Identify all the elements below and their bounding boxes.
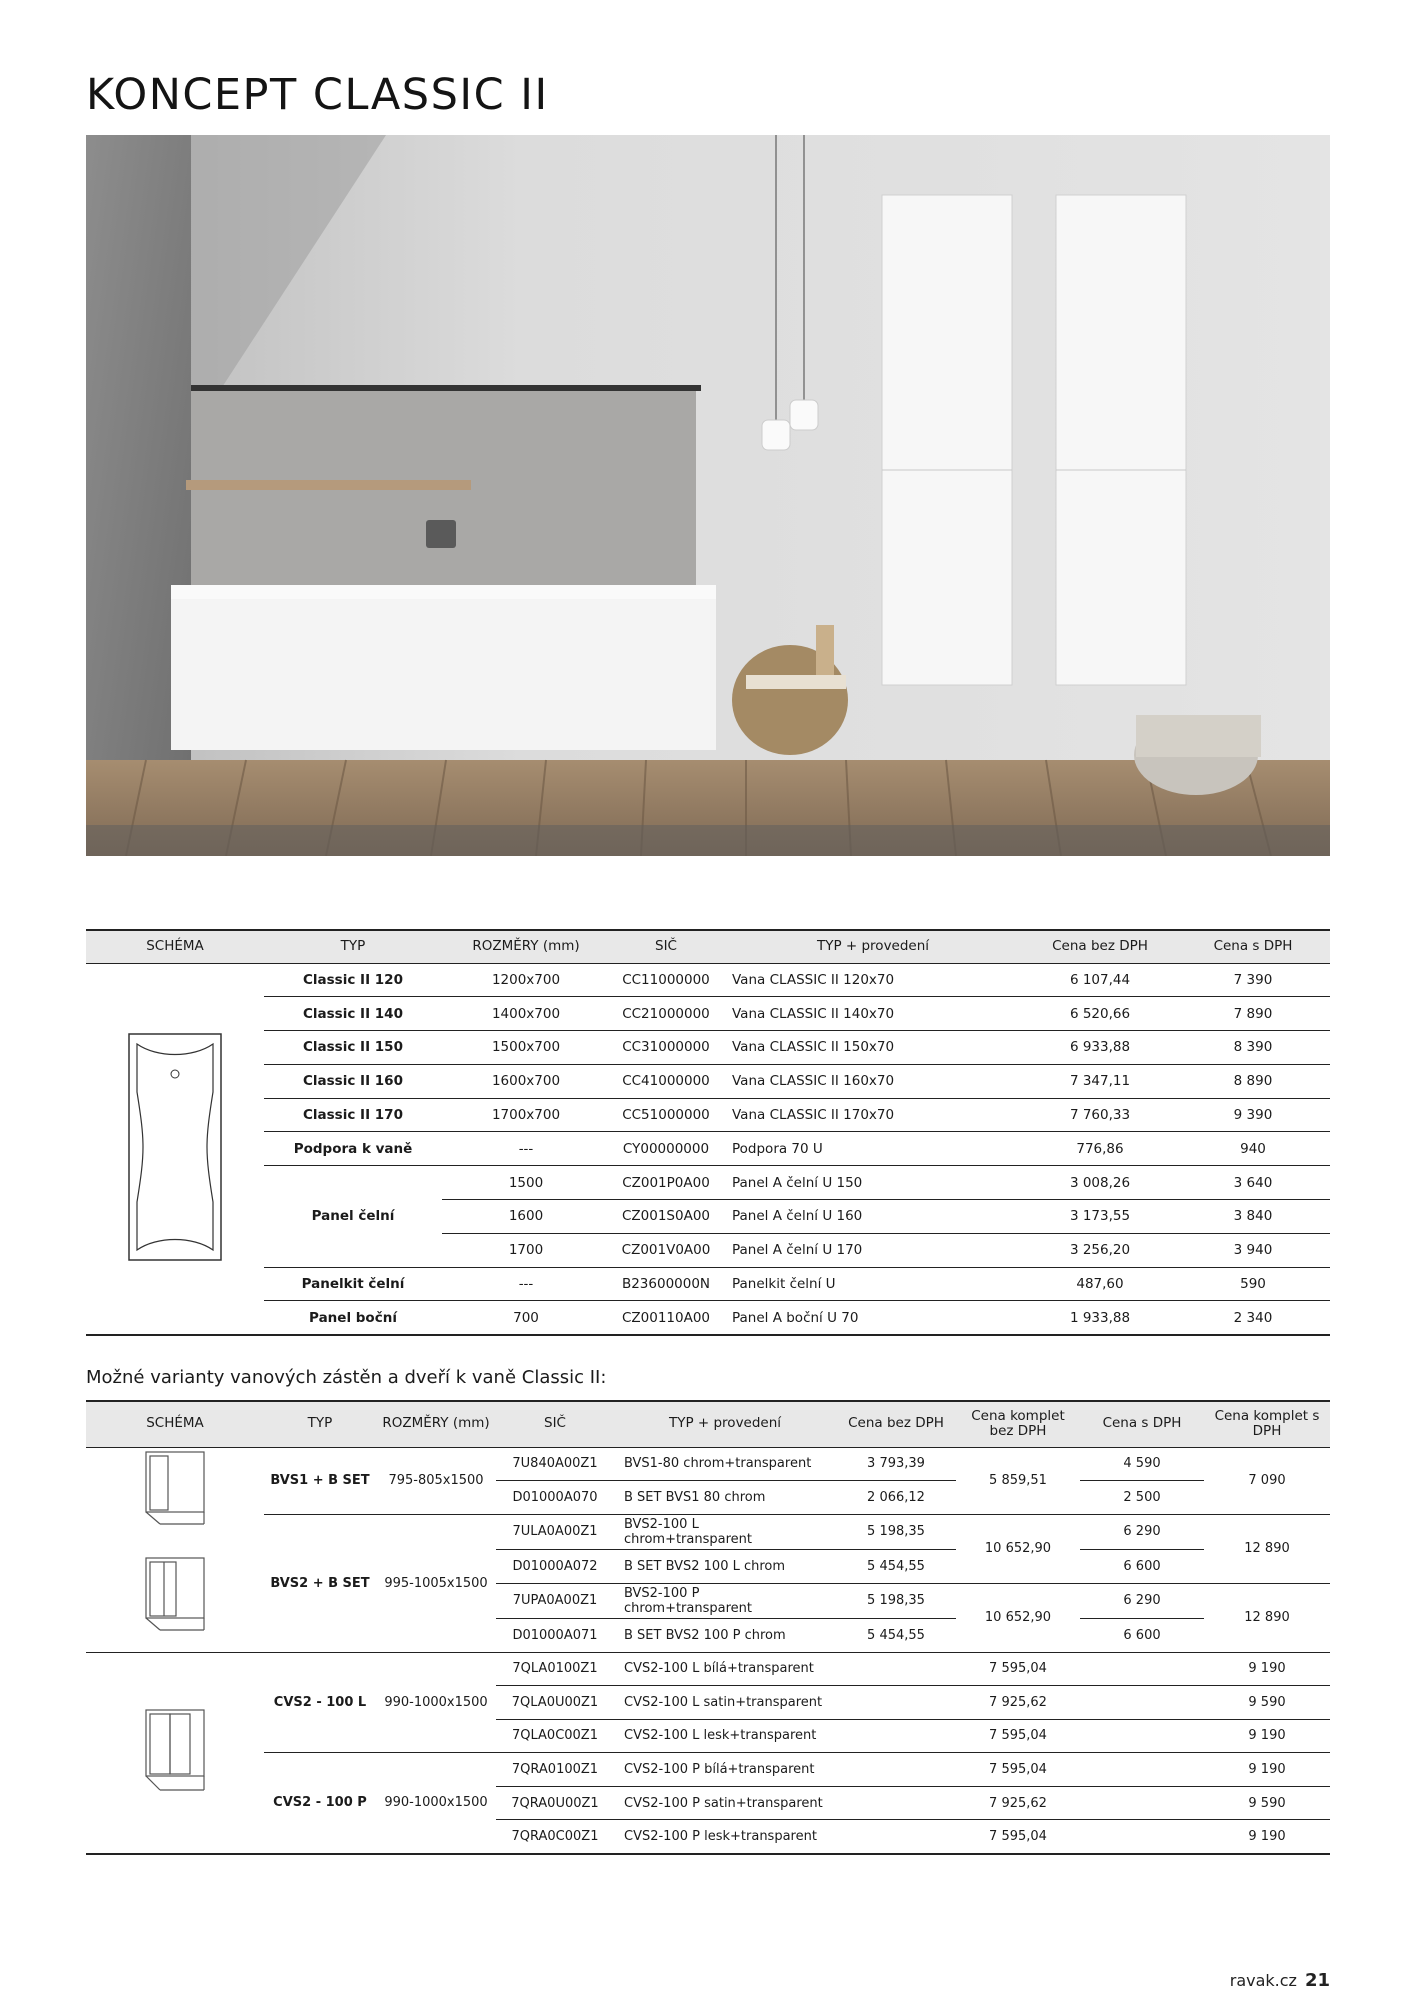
provedeni-cell: B SET BVS2 100 P chrom <box>614 1618 836 1652</box>
col-header-provedeni: TYP + provedení <box>614 1401 836 1447</box>
cena-bez-cell: 6 520,66 <box>1024 997 1176 1031</box>
provedeni-cell: CVS2-100 L bílá+transparent <box>614 1652 836 1686</box>
komplet-s-cell: 9 190 <box>1204 1753 1330 1787</box>
rozmery-cell: 990-1000x1500 <box>376 1753 496 1854</box>
table-row <box>86 1514 1330 1549</box>
cena-bez-cell: 5 454,55 <box>836 1550 956 1584</box>
sic-cell: 7QLA0U00Z1 <box>496 1686 614 1720</box>
rozmery-cell: --- <box>442 1132 610 1166</box>
cena-s-cell: 3 840 <box>1176 1200 1330 1234</box>
komplet-bez-cell: 7 925,62 <box>956 1786 1080 1820</box>
page-number: 21 <box>1304 1970 1330 1991</box>
komplet-bez-cell: 10 652,90 <box>956 1514 1080 1583</box>
cena-s-cell: 4 590 <box>1080 1447 1204 1481</box>
cena-bez-cell <box>836 1786 956 1820</box>
col-header-typ: TYP <box>264 1401 376 1447</box>
typ-cell: Panel boční <box>264 1301 442 1335</box>
cena-s-cell: 940 <box>1176 1132 1330 1166</box>
provedeni-cell: Vana CLASSIC II 120x70 <box>722 963 1024 997</box>
bathroom-scene-illustration <box>86 135 1330 856</box>
cena-s-cell <box>1080 1652 1204 1686</box>
provedeni-cell: BVS1-80 chrom+transparent <box>614 1447 836 1481</box>
cena-bez-cell: 6 107,44 <box>1024 963 1176 997</box>
rozmery-cell: 1700 <box>442 1233 610 1267</box>
table-row <box>86 1267 1330 1301</box>
provedeni-cell: Vana CLASSIC II 170x70 <box>722 1098 1024 1132</box>
cena-bez-cell: 2 066,12 <box>836 1481 956 1515</box>
provedeni-cell: Panel A čelní U 150 <box>722 1166 1024 1200</box>
provedeni-cell: Vana CLASSIC II 150x70 <box>722 1031 1024 1065</box>
cena-bez-cell: 3 173,55 <box>1024 1200 1176 1234</box>
sic-cell: 7UPA0A00Z1 <box>496 1583 614 1618</box>
cena-s-cell: 2 500 <box>1080 1481 1204 1515</box>
cena-bez-cell: 776,86 <box>1024 1132 1176 1166</box>
sic-cell: 7ULA0A00Z1 <box>496 1514 614 1549</box>
col-header-cena-s: Cena s DPH <box>1080 1401 1204 1447</box>
col-header-komplet-s: Cena komplet s DPH <box>1204 1401 1330 1447</box>
cena-bez-cell: 7 347,11 <box>1024 1064 1176 1098</box>
sic-cell: CZ00110A00 <box>610 1301 722 1335</box>
cena-bez-cell <box>836 1753 956 1787</box>
komplet-bez-cell: 5 859,51 <box>956 1447 1080 1514</box>
col-header-sic: SIČ <box>610 930 722 963</box>
cena-bez-cell: 7 760,33 <box>1024 1098 1176 1132</box>
cena-bez-cell: 5 198,35 <box>836 1583 956 1618</box>
cena-s-cell <box>1080 1719 1204 1753</box>
komplet-s-cell: 7 090 <box>1204 1447 1330 1514</box>
cena-s-cell: 6 600 <box>1080 1550 1204 1584</box>
rozmery-cell: 795-805x1500 <box>376 1447 496 1514</box>
komplet-bez-cell: 7 595,04 <box>956 1719 1080 1753</box>
col-header-sic: SIČ <box>496 1401 614 1447</box>
sic-cell: D01000A072 <box>496 1550 614 1584</box>
sic-cell: 7QLA0C00Z1 <box>496 1719 614 1753</box>
cena-s-cell: 7 890 <box>1176 997 1330 1031</box>
cena-s-cell: 3 640 <box>1176 1166 1330 1200</box>
table-row <box>86 1098 1330 1132</box>
page-title: KONCEPT CLASSIC II <box>86 70 549 120</box>
cena-s-cell <box>1080 1786 1204 1820</box>
col-header-komplet-bez: Cena komplet bez DPH <box>956 1401 1080 1447</box>
provedeni-cell: Panel A čelní U 170 <box>722 1233 1024 1267</box>
cena-s-cell: 8 890 <box>1176 1064 1330 1098</box>
cena-bez-cell: 3 256,20 <box>1024 1233 1176 1267</box>
rozmery-cell: 1500x700 <box>442 1031 610 1065</box>
rozmery-cell: 995-1005x1500 <box>376 1514 496 1652</box>
shower-screen-price-table <box>86 1400 1330 1855</box>
cena-s-cell: 3 940 <box>1176 1233 1330 1267</box>
provedeni-cell: B SET BVS1 80 chrom <box>614 1481 836 1515</box>
cena-bez-cell: 5 454,55 <box>836 1618 956 1652</box>
rozmery-cell: 1400x700 <box>442 997 610 1031</box>
table-header-row <box>86 1401 1330 1447</box>
table-row <box>86 997 1330 1031</box>
col-header-cena-s: Cena s DPH <box>1176 930 1330 963</box>
rozmery-cell: 990-1000x1500 <box>376 1652 496 1753</box>
komplet-s-cell: 9 590 <box>1204 1686 1330 1720</box>
cvs-schema <box>86 1652 264 1854</box>
bathtub-price-table <box>86 929 1330 1336</box>
sic-cell: 7QRA0C00Z1 <box>496 1820 614 1854</box>
provedeni-cell: CVS2-100 P bílá+transparent <box>614 1753 836 1787</box>
cena-s-cell <box>1080 1753 1204 1787</box>
cena-s-cell: 7 390 <box>1176 963 1330 997</box>
provedeni-cell: Vana CLASSIC II 140x70 <box>722 997 1024 1031</box>
typ-cell: Classic II 170 <box>264 1098 442 1132</box>
provedeni-cell: CVS2-100 P satin+transparent <box>614 1786 836 1820</box>
cena-bez-cell: 487,60 <box>1024 1267 1176 1301</box>
section-subtitle: Možné varianty vanových zástěn a dveří k vaně Classic II: <box>86 1367 607 1388</box>
cena-bez-cell: 6 933,88 <box>1024 1031 1176 1065</box>
komplet-s-cell: 12 890 <box>1204 1514 1330 1583</box>
cena-bez-cell: 1 933,88 <box>1024 1301 1176 1335</box>
sic-cell: D01000A070 <box>496 1481 614 1515</box>
cena-s-cell: 6 290 <box>1080 1514 1204 1549</box>
provedeni-cell: B SET BVS2 100 L chrom <box>614 1550 836 1584</box>
table-row <box>86 1166 1330 1200</box>
cena-bez-cell <box>836 1686 956 1720</box>
provedeni-cell: CVS2-100 L satin+transparent <box>614 1686 836 1720</box>
komplet-bez-cell: 7 925,62 <box>956 1686 1080 1720</box>
typ-cell: Panelkit čelní <box>264 1267 442 1301</box>
cena-bez-cell: 3 008,26 <box>1024 1166 1176 1200</box>
typ-cell: BVS1 + B SET <box>264 1447 376 1514</box>
provedeni-cell: Panel A boční U 70 <box>722 1301 1024 1335</box>
provedeni-cell: BVS2-100 L chrom+transparent <box>614 1514 836 1549</box>
cena-s-cell: 590 <box>1176 1267 1330 1301</box>
cena-bez-cell <box>836 1719 956 1753</box>
bathtub-schema <box>86 963 264 1335</box>
sic-cell: 7QLA0100Z1 <box>496 1652 614 1686</box>
bathroom-photo <box>86 135 1330 856</box>
komplet-s-cell: 9 190 <box>1204 1820 1330 1854</box>
table-row <box>86 1652 1330 1686</box>
rozmery-cell: 1500 <box>442 1166 610 1200</box>
komplet-s-cell: 9 590 <box>1204 1786 1330 1820</box>
provedeni-cell: Panel A čelní U 160 <box>722 1200 1024 1234</box>
typ-cell: CVS2 - 100 L <box>264 1652 376 1753</box>
typ-cell: BVS2 + B SET <box>264 1514 376 1652</box>
col-header-rozmery: ROZMĚRY (mm) <box>376 1401 496 1447</box>
sic-cell: CC11000000 <box>610 963 722 997</box>
komplet-s-cell: 12 890 <box>1204 1583 1330 1652</box>
table-row <box>86 1031 1330 1065</box>
col-header-provedeni: TYP + provedení <box>722 930 1024 963</box>
komplet-bez-cell: 10 652,90 <box>956 1583 1080 1652</box>
rozmery-cell: 1700x700 <box>442 1098 610 1132</box>
col-header-schema: SCHÉMA <box>86 1401 264 1447</box>
typ-cell: Classic II 150 <box>264 1031 442 1065</box>
sic-cell: CY00000000 <box>610 1132 722 1166</box>
sic-cell: 7QRA0U00Z1 <box>496 1786 614 1820</box>
cena-bez-cell <box>836 1652 956 1686</box>
provedeni-cell: Panelkit čelní U <box>722 1267 1024 1301</box>
komplet-s-cell: 9 190 <box>1204 1719 1330 1753</box>
col-header-cena-bez: Cena bez DPH <box>1024 930 1176 963</box>
cena-s-cell: 2 340 <box>1176 1301 1330 1335</box>
col-header-rozmery: ROZMĚRY (mm) <box>442 930 610 963</box>
footer-site[interactable]: ravak.cz <box>1229 1971 1297 1990</box>
provedeni-cell: Podpora 70 U <box>722 1132 1024 1166</box>
cena-bez-cell <box>836 1820 956 1854</box>
bvs-schema-icon <box>140 1448 210 1648</box>
rozmery-cell: 700 <box>442 1301 610 1335</box>
provedeni-cell: CVS2-100 P lesk+transparent <box>614 1820 836 1854</box>
col-header-typ: TYP <box>264 930 442 963</box>
table-row <box>86 1447 1330 1481</box>
sic-cell: CZ001S0A00 <box>610 1200 722 1234</box>
rozmery-cell: 1600x700 <box>442 1064 610 1098</box>
sic-cell: CZ001V0A00 <box>610 1233 722 1267</box>
sic-cell: B23600000N <box>610 1267 722 1301</box>
col-header-cena-bez: Cena bez DPH <box>836 1401 956 1447</box>
typ-cell: Classic II 160 <box>264 1064 442 1098</box>
sic-cell: 7QRA0100Z1 <box>496 1753 614 1787</box>
cena-bez-cell: 3 793,39 <box>836 1447 956 1481</box>
sic-cell: CZ001P0A00 <box>610 1166 722 1200</box>
table-row <box>86 1132 1330 1166</box>
cena-s-cell <box>1080 1686 1204 1720</box>
komplet-s-cell: 9 190 <box>1204 1652 1330 1686</box>
komplet-bez-cell: 7 595,04 <box>956 1753 1080 1787</box>
sic-cell: CC31000000 <box>610 1031 722 1065</box>
rozmery-cell: 1200x700 <box>442 963 610 997</box>
table-header-row <box>86 930 1330 963</box>
sic-cell: 7U840A00Z1 <box>496 1447 614 1481</box>
komplet-bez-cell: 7 595,04 <box>956 1820 1080 1854</box>
table-row <box>86 1301 1330 1335</box>
typ-cell: Podpora k vaně <box>264 1132 442 1166</box>
cena-s-cell: 9 390 <box>1176 1098 1330 1132</box>
bvs-schema <box>86 1447 264 1652</box>
cena-bez-cell: 5 198,35 <box>836 1514 956 1549</box>
sic-cell: CC51000000 <box>610 1098 722 1132</box>
sic-cell: CC21000000 <box>610 997 722 1031</box>
rozmery-cell: 1600 <box>442 1200 610 1234</box>
typ-cell: Classic II 120 <box>264 963 442 997</box>
sic-cell: CC41000000 <box>610 1064 722 1098</box>
typ-cell: Classic II 140 <box>264 997 442 1031</box>
table-row <box>86 1753 1330 1787</box>
sic-cell: D01000A071 <box>496 1618 614 1652</box>
cena-s-cell <box>1080 1820 1204 1854</box>
typ-cell: CVS2 - 100 P <box>264 1753 376 1854</box>
bathtub-schema-icon <box>127 1032 223 1262</box>
rozmery-cell: --- <box>442 1267 610 1301</box>
provedeni-cell: CVS2-100 L lesk+transparent <box>614 1719 836 1753</box>
table-row <box>86 963 1330 997</box>
col-header-schema: SCHÉMA <box>86 930 264 963</box>
table-row <box>86 1064 1330 1098</box>
cena-s-cell: 6 600 <box>1080 1618 1204 1652</box>
cena-s-cell: 6 290 <box>1080 1583 1204 1618</box>
komplet-bez-cell: 7 595,04 <box>956 1652 1080 1686</box>
provedeni-cell: BVS2-100 P chrom+transparent <box>614 1583 836 1618</box>
page-footer <box>1230 1970 1330 1991</box>
cena-s-cell: 8 390 <box>1176 1031 1330 1065</box>
typ-cell: Panel čelní <box>264 1166 442 1267</box>
provedeni-cell: Vana CLASSIC II 160x70 <box>722 1064 1024 1098</box>
cvs-schema-icon <box>140 1706 210 1796</box>
